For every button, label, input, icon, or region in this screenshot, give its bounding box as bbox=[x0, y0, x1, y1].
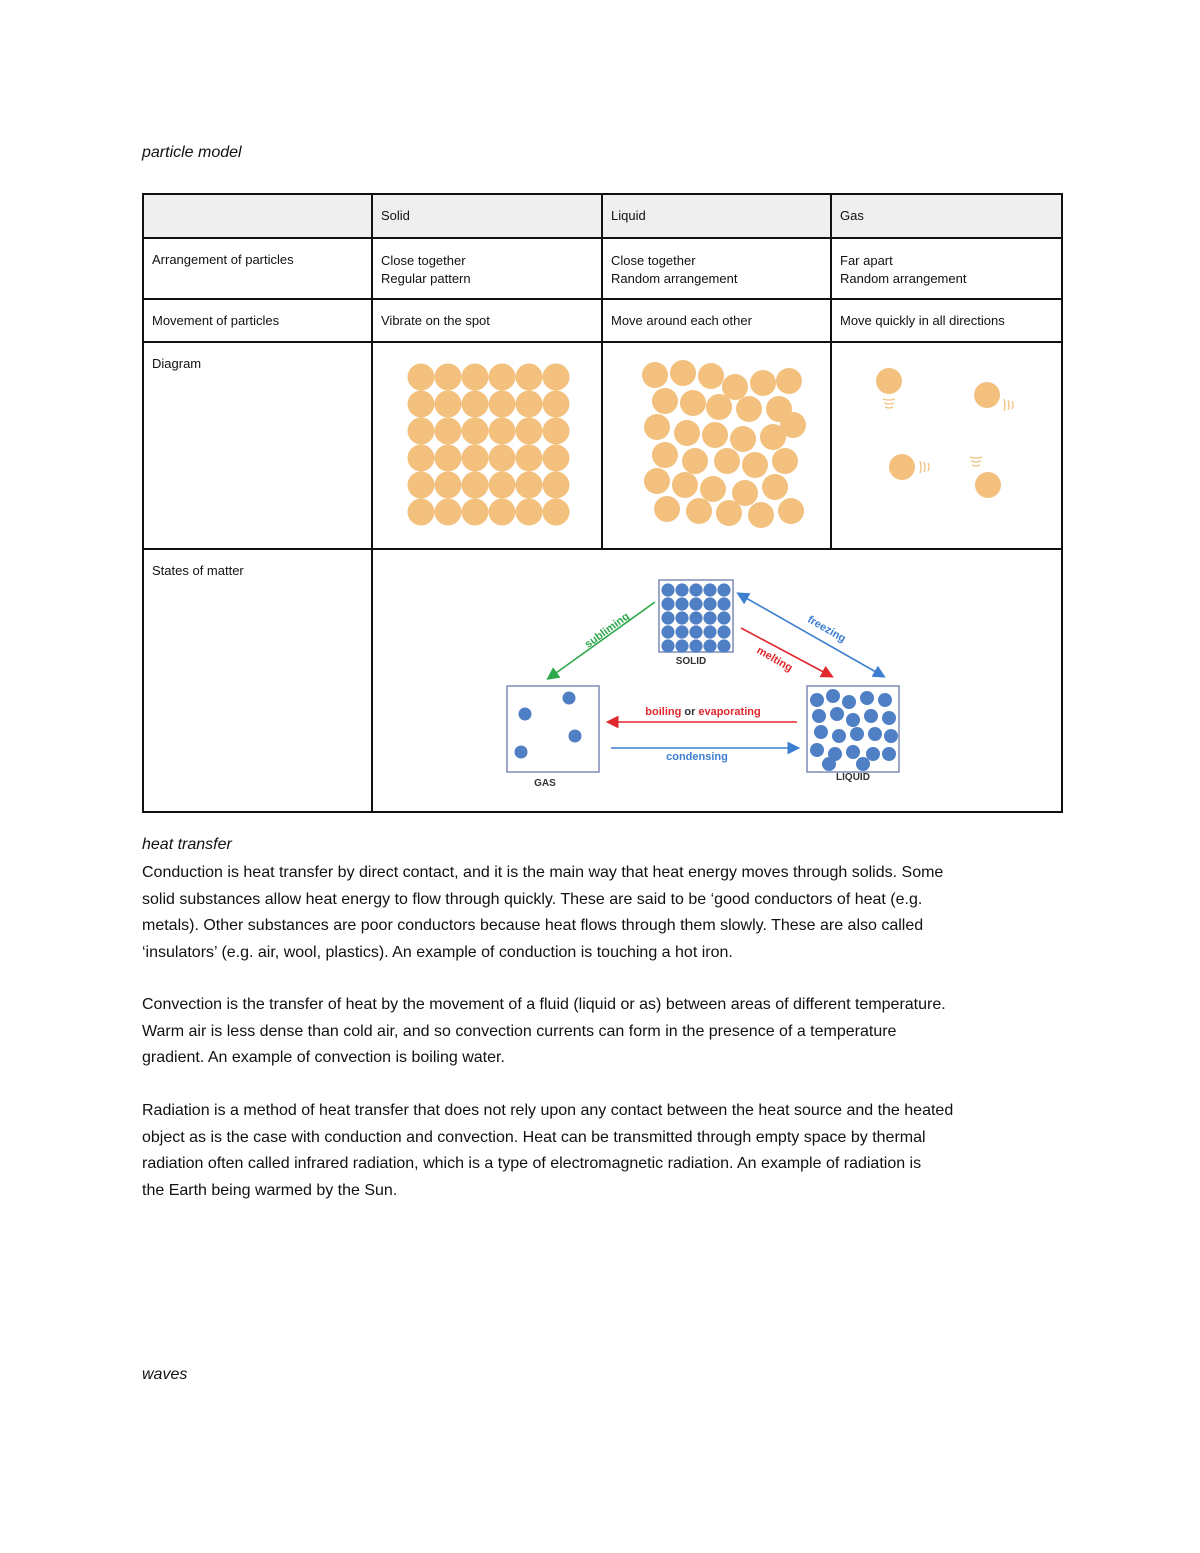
solid-particle bbox=[462, 364, 489, 391]
solid-particle bbox=[516, 364, 543, 391]
solid-blue-particle bbox=[661, 625, 674, 638]
cell-solid-arrangement bbox=[372, 238, 602, 299]
gas-motion-mark bbox=[883, 399, 895, 400]
liquid-particle bbox=[698, 363, 724, 389]
solid-blue-particle bbox=[717, 583, 730, 596]
liquid-blue-particle bbox=[850, 727, 864, 741]
solid-particle bbox=[543, 364, 570, 391]
solid-particle bbox=[543, 499, 570, 526]
row-label-movement: Movement of particles bbox=[143, 299, 372, 342]
gas-motion-mark bbox=[1004, 399, 1005, 411]
melting-label: melting bbox=[754, 644, 795, 675]
solid-particle bbox=[489, 364, 516, 391]
solid-particle bbox=[516, 472, 543, 499]
solid-blue-particle bbox=[661, 583, 674, 596]
cell-line: Close together bbox=[611, 253, 696, 268]
liquid-blue-particle bbox=[882, 747, 896, 761]
paragraph-line: Warm air is less dense than cold air, and so convection currents can form in the presence of a temperature bbox=[142, 1022, 897, 1040]
gas-motion-mark bbox=[970, 457, 982, 458]
liquid-blue-particle bbox=[882, 711, 896, 725]
cell-states-diagram bbox=[372, 549, 1062, 812]
particle-model-heading: particle model bbox=[142, 144, 242, 161]
solid-particle bbox=[489, 445, 516, 472]
solid-particle bbox=[489, 391, 516, 418]
solid-particle bbox=[408, 364, 435, 391]
paragraph-line: Radiation is a method of heat transfer that does not rely upon any contact between the heat source and the heated bbox=[142, 1102, 954, 1119]
liquid-particle bbox=[672, 472, 698, 498]
gas-motion-mark bbox=[972, 465, 980, 466]
cell-gas-diagram bbox=[831, 342, 1062, 549]
liquid-blue-particle bbox=[884, 729, 898, 743]
cell-line: Random arrangement bbox=[611, 271, 738, 286]
table-row-movement bbox=[143, 299, 1062, 342]
solid-particle bbox=[516, 499, 543, 526]
header-gas: Gas bbox=[831, 194, 1062, 238]
liquid-particle bbox=[750, 370, 776, 396]
freezing-label: freezing bbox=[805, 613, 848, 646]
gas-blue-particle bbox=[563, 692, 576, 705]
solid-blue-particle bbox=[717, 639, 730, 652]
gas-particle bbox=[876, 368, 902, 394]
cell-gas-movement: Move quickly in all directions bbox=[831, 299, 1062, 342]
solid-particle bbox=[489, 418, 516, 445]
or-text: or bbox=[684, 706, 696, 718]
solid-particle bbox=[435, 499, 462, 526]
solid-particle bbox=[408, 391, 435, 418]
cell-liquid-diagram bbox=[602, 342, 831, 549]
solid-particle bbox=[408, 499, 435, 526]
cell-solid-movement: Vibrate on the spot bbox=[372, 299, 602, 342]
liquid-particle bbox=[682, 448, 708, 474]
solid-particle bbox=[489, 472, 516, 499]
waves-heading: waves bbox=[142, 1366, 188, 1383]
solid-blue-particles bbox=[661, 583, 730, 652]
gas-particles-diagram bbox=[832, 343, 1061, 545]
solid-particle bbox=[462, 472, 489, 499]
solid-particle bbox=[435, 418, 462, 445]
solid-blue-particle bbox=[689, 625, 702, 638]
liquid-box bbox=[807, 686, 899, 772]
solid-particle bbox=[462, 391, 489, 418]
row-label-diagram: Diagram bbox=[143, 342, 372, 549]
liquid-particle bbox=[762, 474, 788, 500]
row-label-arrangement: Arrangement of particles bbox=[143, 238, 372, 299]
liquid-blue-particle bbox=[832, 729, 846, 743]
solid-label: SOLID bbox=[675, 656, 707, 667]
paragraph-line: gradient. An example of convection is boiling water. bbox=[142, 1049, 505, 1066]
solid-blue-particle bbox=[689, 583, 702, 596]
solid-particle bbox=[462, 499, 489, 526]
freezing-arrow bbox=[739, 594, 883, 676]
liquid-blue-particle bbox=[846, 713, 860, 727]
liquid-blue-particle bbox=[810, 743, 824, 757]
liquid-particle bbox=[778, 498, 804, 524]
solid-blue-particle bbox=[661, 597, 674, 610]
gas-particle bbox=[974, 382, 1000, 408]
gas-motion-mark bbox=[920, 461, 921, 473]
solid-particle bbox=[435, 364, 462, 391]
solid-particle bbox=[543, 391, 570, 418]
solid-blue-particle bbox=[661, 639, 674, 652]
solid-blue-particle bbox=[689, 639, 702, 652]
liquid-blue-particle bbox=[856, 757, 870, 771]
liquid-blue-particle bbox=[878, 693, 892, 707]
solid-particle bbox=[543, 445, 570, 472]
states-of-matter-diagram bbox=[373, 550, 1061, 808]
subliming-label: subliming bbox=[582, 610, 632, 651]
cell-line: Regular pattern bbox=[381, 271, 471, 286]
table-row-states bbox=[143, 549, 1062, 812]
liquid-blue-particle bbox=[866, 747, 880, 761]
liquid-particle bbox=[714, 448, 740, 474]
solid-blue-particle bbox=[717, 625, 730, 638]
liquid-particle bbox=[686, 498, 712, 524]
radiation-paragraph bbox=[142, 1098, 1062, 1204]
liquid-label: LIQUID bbox=[836, 772, 870, 783]
particle-model-table bbox=[142, 193, 1063, 813]
gas-particle bbox=[889, 454, 915, 480]
liquid-blue-particle bbox=[868, 727, 882, 741]
gas-box bbox=[507, 686, 599, 772]
liquid-particle bbox=[730, 426, 756, 452]
table-row-arrangement bbox=[143, 238, 1062, 299]
gas-motion-mark bbox=[971, 461, 981, 462]
liquid-blue-particle bbox=[826, 689, 840, 703]
liquid-particle bbox=[706, 394, 732, 420]
liquid-blue-particle bbox=[812, 709, 826, 723]
solid-particle bbox=[543, 418, 570, 445]
header-solid: Solid bbox=[372, 194, 602, 238]
liquid-blue-particle bbox=[810, 693, 824, 707]
solid-blue-particle bbox=[689, 611, 702, 624]
header-empty-cell bbox=[143, 194, 372, 238]
solid-blue-particle bbox=[675, 597, 688, 610]
paragraph-line: the Earth being warmed by the Sun. bbox=[142, 1181, 398, 1199]
liquid-particles-diagram bbox=[603, 343, 830, 545]
cell-liquid-arrangement bbox=[602, 238, 831, 299]
liquid-particle bbox=[670, 360, 696, 386]
liquid-blue-particle bbox=[864, 709, 878, 723]
solid-blue-particle bbox=[675, 639, 688, 652]
paragraph-line: Conduction is heat transfer by direct contact, and it is the main way that heat energy moves through solids. Some bbox=[142, 864, 944, 881]
cell-line: Far apart bbox=[840, 253, 893, 268]
liquid-particle bbox=[642, 362, 668, 388]
liquid-blue-particle bbox=[846, 745, 860, 759]
gas-motion-mark bbox=[1008, 400, 1009, 410]
boiling-text: boiling bbox=[645, 706, 682, 718]
solid-particle bbox=[408, 472, 435, 499]
solid-particle bbox=[435, 391, 462, 418]
solid-particle bbox=[408, 445, 435, 472]
table-row-diagram bbox=[143, 342, 1062, 549]
cell-line: Random arrangement bbox=[840, 271, 967, 286]
liquid-blue-particle bbox=[830, 707, 844, 721]
liquid-particle bbox=[654, 496, 680, 522]
gas-motion-mark bbox=[924, 462, 925, 472]
liquid-blue-particle bbox=[814, 725, 828, 739]
conduction-paragraph bbox=[142, 860, 1062, 966]
paragraph-line: radiation often called infrared radiation, which is a type of electromagnetic radiation. An example of radiation is bbox=[142, 1155, 922, 1172]
table-header-row bbox=[143, 194, 1062, 238]
solid-blue-particle bbox=[717, 611, 730, 624]
solid-blue-particle bbox=[675, 583, 688, 596]
cell-gas-arrangement bbox=[831, 238, 1062, 299]
solid-particle bbox=[516, 445, 543, 472]
liquid-particle bbox=[652, 442, 678, 468]
liquid-particle bbox=[742, 452, 768, 478]
solid-blue-particle bbox=[689, 597, 702, 610]
solid-particle bbox=[435, 445, 462, 472]
row-label-states: States of matter bbox=[143, 549, 372, 812]
solid-blue-particle bbox=[703, 597, 716, 610]
gas-motion-mark bbox=[1012, 401, 1013, 409]
paragraph-line: Convection is the transfer of heat by the movement of a fluid (liquid or as) between areas of different temperature. bbox=[142, 996, 946, 1013]
gas-motion-mark bbox=[884, 403, 894, 404]
gas-blue-particle bbox=[519, 708, 532, 721]
solid-particle bbox=[462, 445, 489, 472]
heat-transfer-heading: heat transfer bbox=[142, 836, 232, 853]
liquid-particle bbox=[736, 396, 762, 422]
solid-particle bbox=[516, 391, 543, 418]
cell-line: Close together bbox=[381, 253, 466, 268]
cell-liquid-movement: Move around each other bbox=[602, 299, 831, 342]
paragraph-line: solid substances allow heat energy to flow through quickly. These are said to be ‘good conductors of heat (e.g. bbox=[142, 890, 923, 908]
solid-blue-particle bbox=[661, 611, 674, 624]
paragraph-line: ‘insulators’ (e.g. air, wool, plastics). An example of conduction is touching a hot iron. bbox=[142, 943, 733, 961]
liquid-particle bbox=[644, 414, 670, 440]
solid-blue-particle bbox=[675, 625, 688, 638]
liquid-particle bbox=[680, 390, 706, 416]
liquid-particle bbox=[700, 476, 726, 502]
condensing-label: condensing bbox=[666, 751, 728, 763]
solid-box bbox=[659, 580, 733, 653]
gas-motion-mark bbox=[885, 407, 893, 408]
liquid-particle bbox=[772, 448, 798, 474]
cell-solid-diagram bbox=[372, 342, 602, 549]
gas-label: GAS bbox=[534, 778, 556, 789]
solid-particle bbox=[462, 418, 489, 445]
liquid-blue-particle bbox=[842, 695, 856, 709]
paragraph-line: object as is the case with conduction and convection. Heat can be transmitted through empty space by thermal bbox=[142, 1128, 926, 1146]
liquid-particle bbox=[780, 412, 806, 438]
solid-blue-particle bbox=[703, 625, 716, 638]
paragraph-line: metals). Other substances are poor conductors because heat flows through them slowly. These are also called bbox=[142, 917, 924, 934]
gas-particle bbox=[975, 472, 1001, 498]
solid-particle bbox=[489, 499, 516, 526]
liquid-particle bbox=[776, 368, 802, 394]
solid-particle bbox=[543, 472, 570, 499]
liquid-particle bbox=[716, 500, 742, 526]
header-liquid: Liquid bbox=[602, 194, 831, 238]
solid-particles-diagram bbox=[373, 343, 601, 545]
solid-particle bbox=[435, 472, 462, 499]
liquid-particle bbox=[674, 420, 700, 446]
convection-paragraph bbox=[142, 992, 1062, 1072]
liquid-particle bbox=[702, 422, 728, 448]
boiling-evaporating-label bbox=[645, 706, 760, 718]
liquid-particle bbox=[748, 502, 774, 528]
solid-blue-particle bbox=[717, 597, 730, 610]
liquid-particle bbox=[652, 388, 678, 414]
liquid-particle bbox=[644, 468, 670, 494]
solid-blue-particle bbox=[703, 611, 716, 624]
liquid-blue-particle bbox=[860, 691, 874, 705]
solid-particle bbox=[516, 418, 543, 445]
solid-blue-particle bbox=[703, 639, 716, 652]
solid-blue-particle bbox=[675, 611, 688, 624]
gas-blue-particle bbox=[569, 730, 582, 743]
liquid-blue-particle bbox=[822, 757, 836, 771]
solid-particle bbox=[408, 418, 435, 445]
gas-motion-mark bbox=[928, 463, 929, 471]
gas-blue-particle bbox=[515, 746, 528, 759]
evaporating-text: evaporating bbox=[698, 706, 761, 718]
solid-blue-particle bbox=[703, 583, 716, 596]
